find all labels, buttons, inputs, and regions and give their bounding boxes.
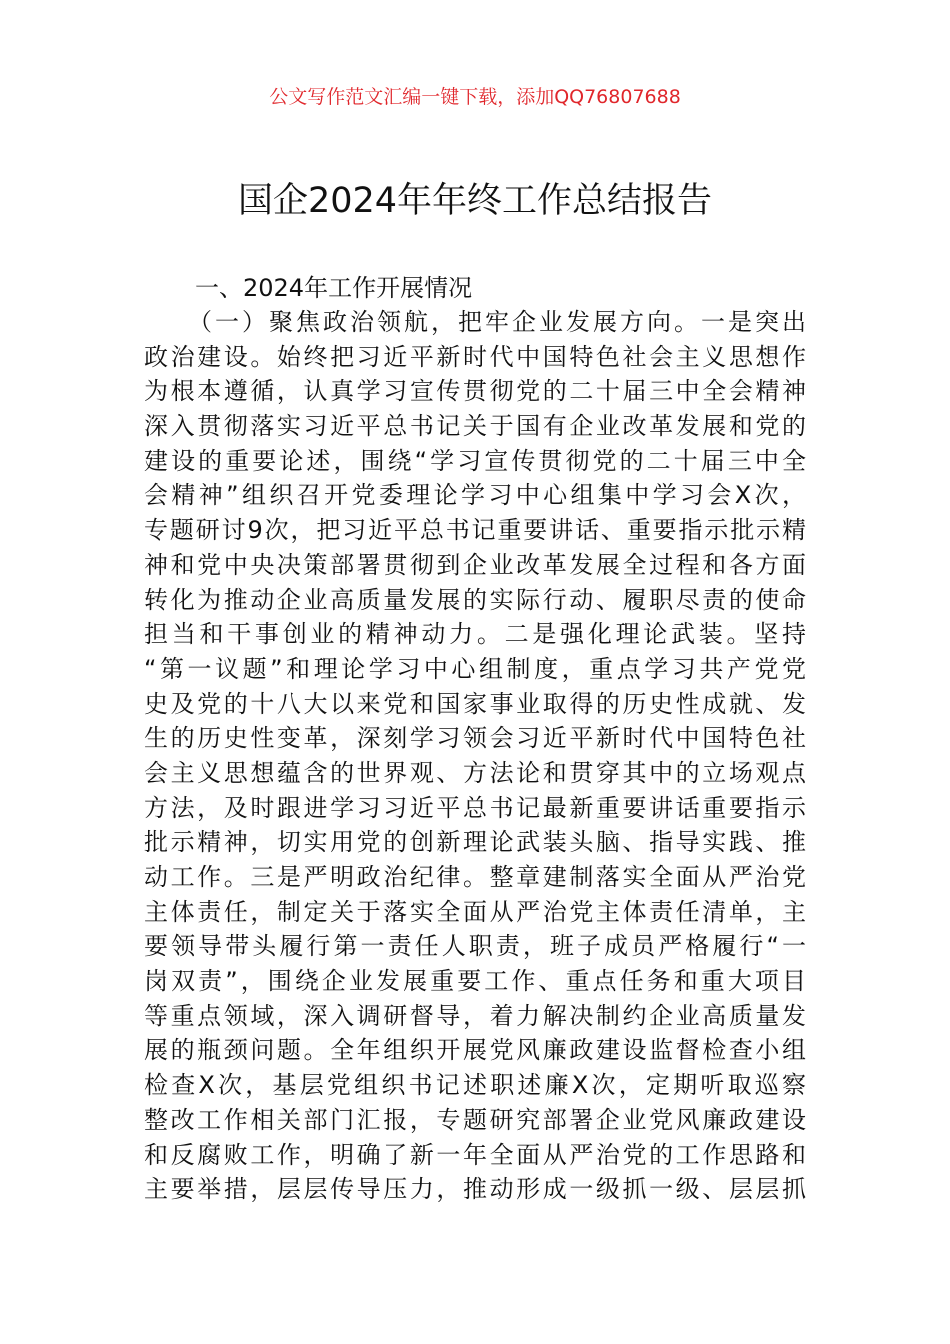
section-heading: 一、2024年工作开展情况 (195, 274, 473, 302)
paragraph-line: 建设的重要论述，围绕“学习宣传贯彻党的二十届三中全 (144, 446, 806, 475)
paragraph-line: 史及党的十八大以来党和国家事业取得的历史性成就、发 (144, 689, 806, 718)
paragraph-line: “第一议题”和理论学习中心组制度，重点学习共产党党 (144, 654, 806, 683)
paragraph-line: 会主义思想蕴含的世界观、方法论和贯穿其中的立场观点 (144, 758, 806, 787)
paragraph-line: 检查X次，基层党组织书记述职述廉X次，定期听取巡察 (144, 1071, 806, 1100)
document-body (144, 305, 806, 1207)
paragraph-line: 主要举措，层层传导压力，推动形成一级抓一级、层层抓 (144, 1175, 806, 1204)
paragraph-line: 要领导带头履行第一责任人职责，班子成员严格履行“一 (144, 932, 806, 961)
paragraph-line: 神和党中央决策部署贯彻到企业改革发展全过程和各方面 (144, 550, 806, 579)
paragraph-line: 政治建设。始终把习近平新时代中国特色社会主义思想作 (144, 342, 806, 371)
paragraph-line: 整改工作相关部门汇报，专题研究部署企业党风廉政建设 (144, 1105, 806, 1134)
paragraph-line: 担当和干事创业的精神动力。二是强化理论武装。坚持 (144, 620, 806, 649)
download-watermark-banner: 公文写作范文汇编一键下载，添加QQ76807688 (269, 86, 681, 108)
paragraph-line: 等重点领域，深入调研督导，着力解决制约企业高质量发 (144, 1001, 806, 1030)
paragraph-line: 动工作。三是严明政治纪律。整章建制落实全面从严治党 (144, 863, 806, 891)
document-title: 国企2024年年终工作总结报告 (237, 181, 713, 221)
paragraph-line: 生的历史性变革，深刻学习领会习近平新时代中国特色社 (144, 724, 806, 753)
paragraph-line: 岗双责”，围绕企业发展重要工作、重点任务和重大项目 (144, 967, 806, 996)
paragraph-line: 深入贯彻落实习近平总书记关于国有企业改革发展和党的 (144, 412, 806, 441)
paragraph-line: 转化为推动企业高质量发展的实际行动、履职尽责的使命 (144, 585, 806, 614)
paragraph-line: （一）聚焦政治领航，把牢企业发展方向。一是突出 (188, 308, 806, 336)
paragraph-line: 和反腐败工作，明确了新一年全面从严治党的工作思路和 (144, 1140, 806, 1169)
paragraph-line: 展的瓶颈问题。全年组织开展党风廉政建设监督检查小组 (144, 1036, 806, 1065)
paragraph-line: 会精神”组织召开党委理论学习中心组集中学习会X次， (144, 481, 806, 510)
paragraph-line: 批示精神，切实用党的创新理论武装头脑、指导实践、推 (144, 828, 806, 857)
paragraph-line: 为根本遵循，认真学习宣传贯彻党的二十届三中全会精神 (144, 377, 806, 406)
paragraph-line: 主体责任，制定关于落实全面从严治党主体责任清单，主 (144, 897, 806, 926)
paragraph-line: 方法，及时跟进学习习近平总书记最新重要讲话重要指示 (144, 793, 806, 822)
paragraph-line: 专题研讨9次，把习近平总书记重要讲话、重要指示批示精 (144, 516, 806, 545)
